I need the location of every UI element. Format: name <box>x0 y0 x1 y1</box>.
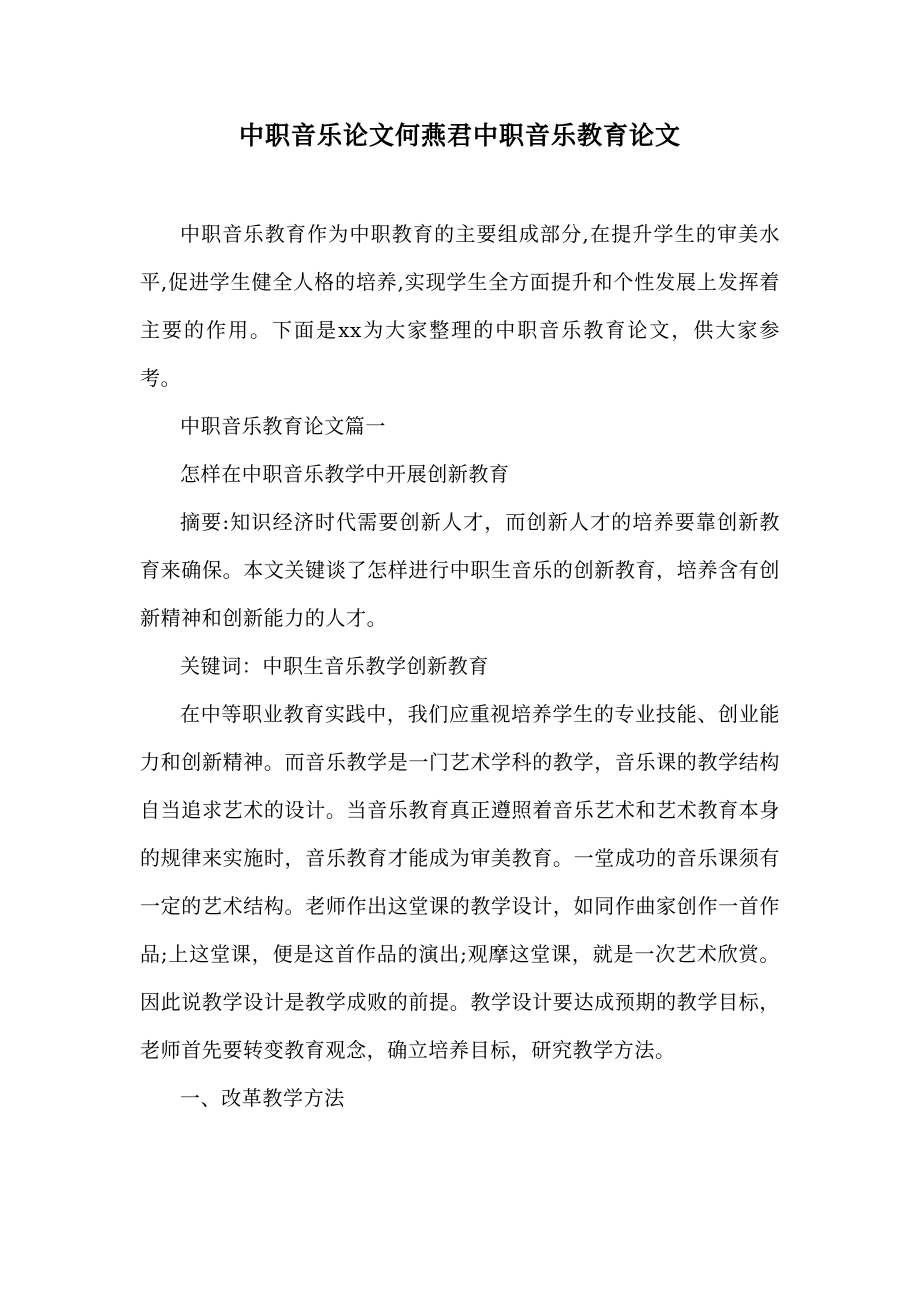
document-title: 中职音乐论文何燕君中职音乐教育论文 <box>238 121 681 150</box>
section-heading-reform: 一、改革教学方法 <box>180 1086 345 1110</box>
article-title: 怎样在中职音乐教学中开展创新教育 <box>180 462 510 486</box>
paragraph-keywords: 关键词：中职生音乐教学创新教育 <box>180 654 489 678</box>
paragraph-body: 在中等职业教育实践中，我们应重视培养学生的专业技能、创业能力和创新精神。而音乐教学是一门艺术学科的教学，音乐课的教学结构自当追求艺术的设计。当音乐教育真正遵照着音乐艺术和艺术教育本身的规律来实施时，音乐教育才能成为审美教育。一堂成功的音乐课须有一定的艺术结构。老师作出这堂课的教学设计，如同作曲家创作一首作品;上这堂课，便是这首作品的演出;观摩这堂课，就是一次艺术欣赏。因此说教学设计是教学成败的前提。教学设计要达成预期的教学目标，老师首先要转变教育观念，确立培养目标，研究教学方法。 <box>140 702 780 1062</box>
paragraph-intro: 中职音乐教育作为中职教育的主要组成部分,在提升学生的审美水平,促进学生健全人格的培养,实现学生全方面提升和个性发展上发挥着主要的作用。下面是xx为大家整理的中职音乐教育论文，供大家参考。 <box>140 222 780 390</box>
document-body <box>140 210 780 1122</box>
paragraph-abstract: 摘要:知识经济时代需要创新人才，而创新人才的培养要靠创新教育来确保。本文关键谈了怎样进行中职生音乐的创新教育，培养含有创新精神和创新能力的人才。 <box>140 510 780 630</box>
section-heading-part-one: 中职音乐教育论文篇一 <box>180 414 386 438</box>
